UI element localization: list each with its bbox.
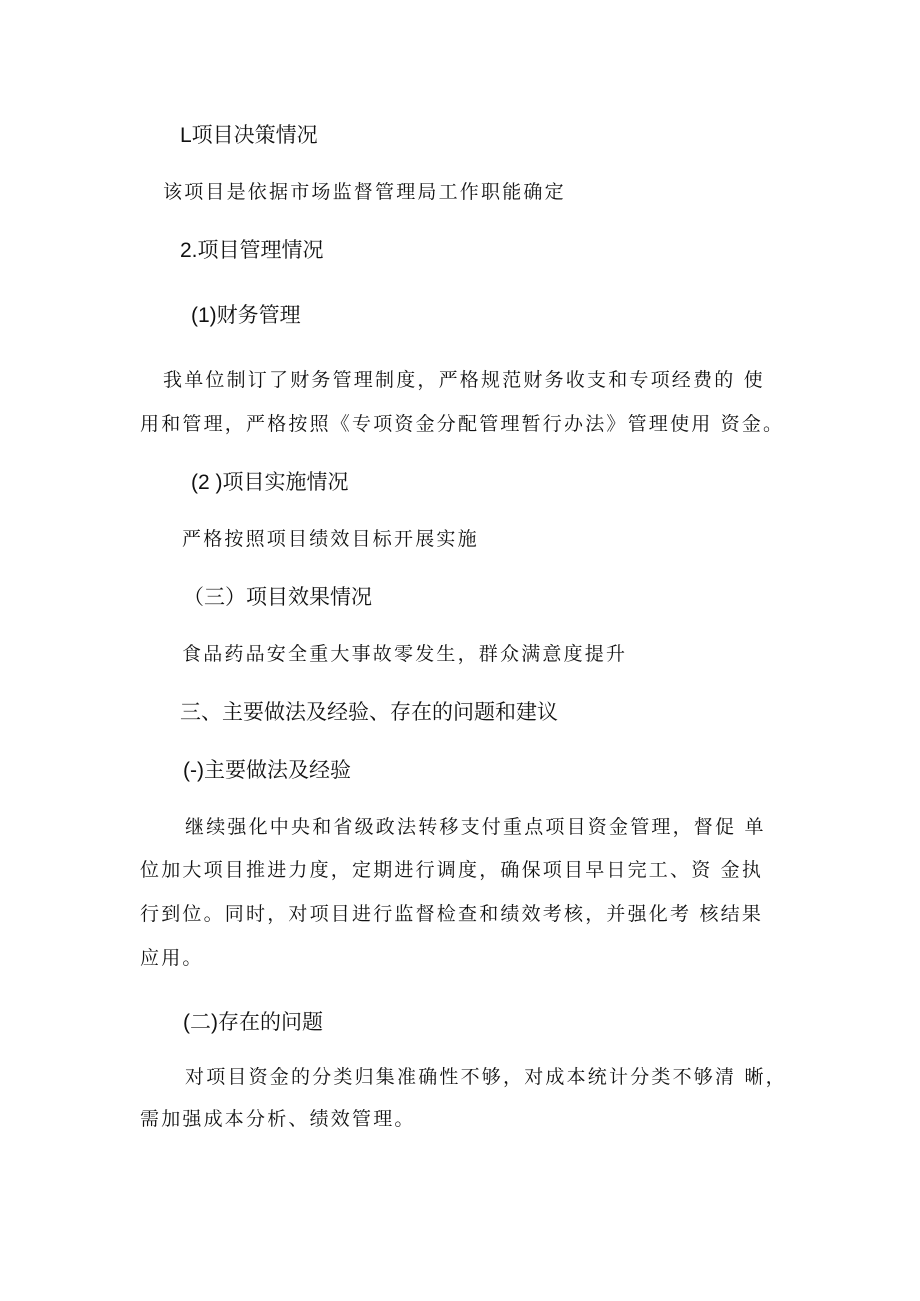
heading-financial-management: (1)财务管理	[191, 304, 301, 327]
paragraph-line: 用和管理，严格按照《专项资金分配管理暂行办法》管理使用 资金。	[140, 413, 785, 435]
heading-project-effect: （三）项目效果情况	[183, 586, 372, 609]
paragraph-implementation: 严格按照项目绩效目标开展实施	[182, 528, 479, 550]
heading-project-decision: L项目决策情况	[180, 124, 318, 147]
paragraph-line: 我单位制订了财务管理制度，严格规范财务收支和专项经费的 使	[163, 369, 765, 391]
paragraph-line: 对项目资金的分类归集准确性不够，对成本统计分类不够清 晰，	[185, 1066, 787, 1088]
heading-practices-issues-suggestions: 三、主要做法及经验、存在的问题和建议	[180, 701, 558, 724]
paragraph-line: 继续强化中央和省级政法转移支付重点项目资金管理，督促 单	[185, 816, 766, 838]
heading-project-management: 2.项目管理情况	[180, 239, 324, 262]
paragraph-line: 应用。	[140, 947, 204, 969]
paragraph-project-basis: 该项目是依据市场监督管理局工作职能确定	[163, 181, 566, 203]
heading-main-practices: (-)主要做法及经验	[183, 759, 351, 782]
paragraph-line: 行到位。同时，对项目进行监督检查和绩效考核，并强化考 核结果	[140, 903, 764, 925]
paragraph-line: 需加强成本分析、绩效管理。	[140, 1108, 416, 1130]
paragraph-effect: 食品药品安全重大事故零发生，群众满意度提升	[182, 643, 628, 665]
heading-project-implementation: (2 )项目实施情况	[191, 471, 349, 494]
paragraph-line: 位加大项目推进力度，定期进行调度，确保项目早日完工、资 金执	[140, 859, 764, 881]
heading-existing-problems: (二)存在的问题	[183, 1011, 323, 1034]
